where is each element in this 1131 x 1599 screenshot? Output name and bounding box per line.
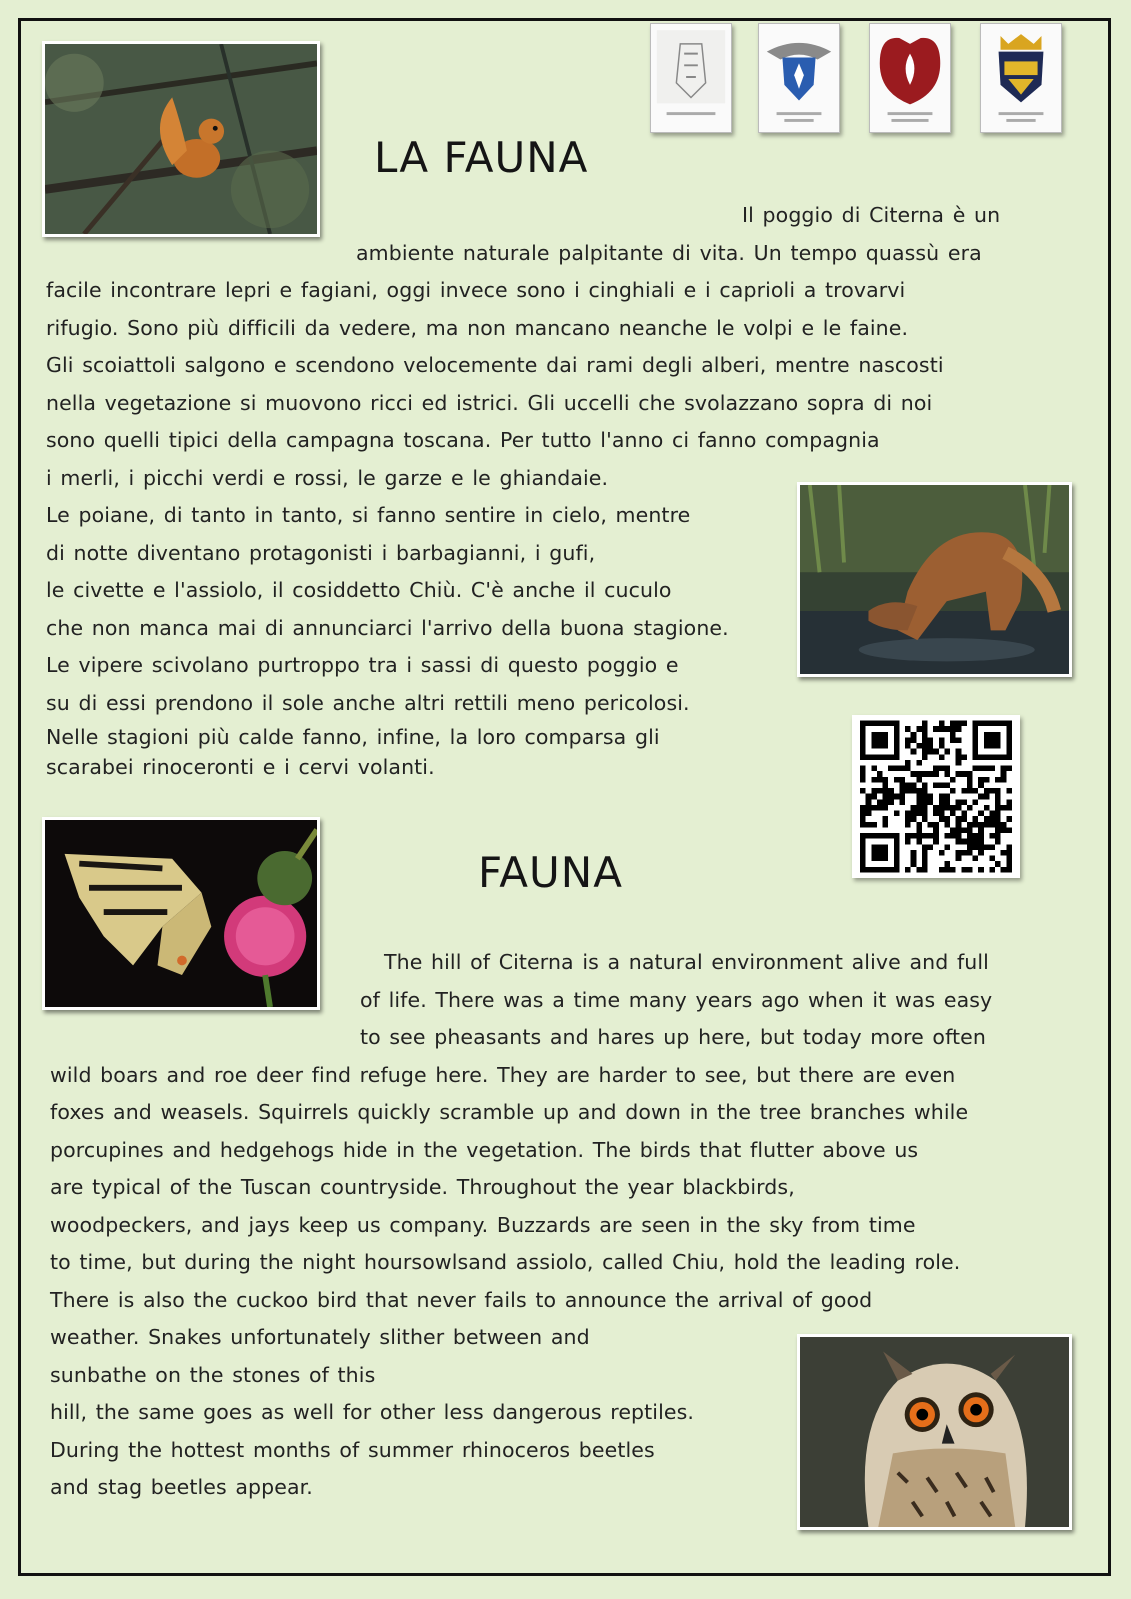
text-line: porcupines and hedgehogs hide in the vegetation. The birds that flutter above us <box>50 1137 919 1162</box>
text-line: During the hottest months of summer rhinoceros beetles <box>50 1437 655 1462</box>
text-line: Gli scoiattoli salgono e scendono velocemente dai rami degli alberi, mentre nascosti <box>46 353 944 377</box>
text-line: are typical of the Tuscan countryside. Throughout the year blackbirds, <box>50 1175 795 1199</box>
text-line: i merli, i picchi verdi e rossi, le garze e le ghiandaie. <box>46 465 609 490</box>
text-line: scarabei rinoceronti e i cervi volanti. <box>46 755 435 779</box>
text-line: facile incontrare lepri e fagiani, oggi invece sono i cinghiali e i caprioli a trovarvi <box>46 278 906 302</box>
text-line: Le poiane, di tanto in tanto, si fanno sentire in cielo, mentre <box>46 503 691 527</box>
text-line: di notte diventano protagonisti i barbagianni, i gufi, <box>46 540 596 565</box>
qr-code[interactable] <box>852 715 1020 878</box>
text-line: and stag beetles appear. <box>50 1475 313 1499</box>
eagle-shield-icon <box>758 23 840 133</box>
english-body <box>50 944 992 1507</box>
text-line: There is also the cuckoo bird that never fails to announce the arrival of good <box>50 1287 873 1312</box>
italian-body <box>46 197 1000 782</box>
text-line: sono quelli tipici della campagna toscana. Per tutto l'anno ci fanno compagnia <box>46 428 880 452</box>
qr-modules <box>860 721 1012 873</box>
text-line: Nelle stagioni più calde fanno, infine, la loro comparsa gli <box>46 725 660 749</box>
text-line: The hill of Citerna is a natural environment alive and full <box>384 950 989 974</box>
text-line: weather. Snakes unfortunately slither between and <box>50 1325 590 1349</box>
text-line: of life. There was a time many years ago when it was easy <box>360 987 993 1012</box>
text-line: hill, the same goes as well for other less dangerous reptiles. <box>50 1400 694 1424</box>
lion-emblem-icon <box>869 23 951 133</box>
text-line: to see pheasants and hares up here, but today more often <box>360 1025 986 1049</box>
text-line: woodpeckers, and jays keep us company. Buzzards are seen in the sky from time <box>50 1212 916 1237</box>
text-line: Il poggio di Citerna è un <box>742 203 1001 227</box>
text-line: foxes and weasels. Squirrels quickly scramble up and down in the tree branches while <box>50 1100 969 1124</box>
text-line: che non manca mai di annunciarci l'arrivo della buona stagione. <box>46 615 729 640</box>
text-line: le civette e l'assiolo, il cosiddetto Chiù. C'è anche il cuculo <box>46 578 672 602</box>
text-line: nella vegetazione si muovono ricci ed istrici. Gli uccelli che svolazzano sopra di noi <box>46 390 933 415</box>
text-line: su di essi prendono il sole anche altri rettili meno pericolosi. <box>46 690 690 715</box>
italian-title: LA FAUNA <box>374 133 589 182</box>
crowned-shield-icon <box>980 23 1062 133</box>
text-line: rifugio. Sono più difficili da vedere, ma non mancano neanche le volpi e le faine. <box>46 315 909 340</box>
text-line: to time, but during the night hoursowlsand assiolo, called Chiu, hold the leading role. <box>50 1250 961 1274</box>
text-line: ambiente naturale palpitante di vita. Un tempo quassù era <box>356 240 982 265</box>
text-line: wild boars and roe deer find refuge here. They are harder to see, but there are even <box>50 1062 956 1087</box>
coat-of-arms-icon <box>650 23 732 133</box>
text-line: sunbathe on the stones of this <box>50 1362 376 1387</box>
english-title: FAUNA <box>478 848 623 897</box>
text-line: Le vipere scivolano purtroppo tra i sassi di questo poggio e <box>46 653 679 677</box>
